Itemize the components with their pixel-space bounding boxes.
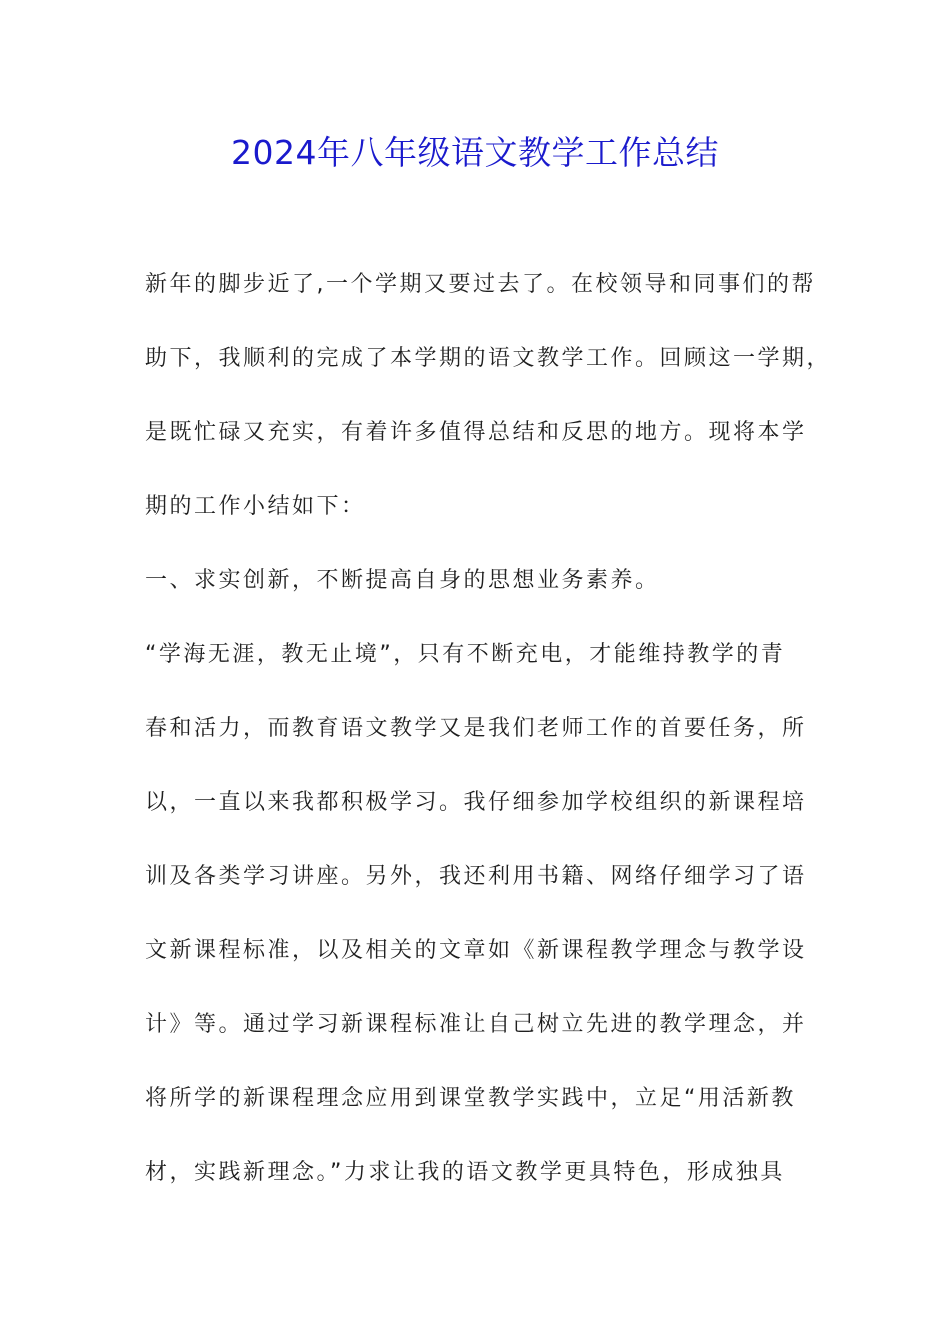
body-line: 是既忙碌又充实，有着许多值得总结和反思的地方。现将本学 bbox=[145, 420, 807, 445]
body-line: 期的工作小结如下： bbox=[145, 494, 366, 519]
body-line: 助下，我顺利的完成了本学期的语文教学工作。回顾这一学期， bbox=[145, 346, 832, 371]
body-line: 训及各类学习讲座。另外，我还利用书籍、网络仔细学习了语 bbox=[145, 864, 807, 889]
body-line: 材，实践新理念。”力求让我的语文教学更具特色，形成独具 bbox=[145, 1160, 785, 1185]
body-line: 新年的脚步近了,一个学期又要过去了。在校领导和同事们的帮 bbox=[145, 272, 816, 297]
body-line: “学海无涯，教无止境”，只有不断充电，才能维持教学的青 bbox=[145, 642, 786, 667]
body-line: 计》等。通过学习新课程标准让自己树立先进的教学理念，并 bbox=[145, 1012, 807, 1037]
document-body bbox=[145, 262, 832, 1224]
document-title: 2024年八年级语文教学工作总结 bbox=[231, 133, 719, 172]
body-line: 将所学的新课程理念应用到课堂教学实践中，立足“用活新教 bbox=[145, 1086, 796, 1111]
section-heading: 一、求实创新，不断提高自身的思想业务素养。 bbox=[145, 568, 660, 593]
body-line: 文新课程标准，以及相关的文章如《新课程教学理念与教学设 bbox=[145, 938, 807, 963]
body-line: 春和活力，而教育语文教学又是我们老师工作的首要任务，所 bbox=[145, 716, 807, 741]
body-line: 以，一直以来我都积极学习。我仔细参加学校组织的新课程培 bbox=[145, 790, 807, 815]
